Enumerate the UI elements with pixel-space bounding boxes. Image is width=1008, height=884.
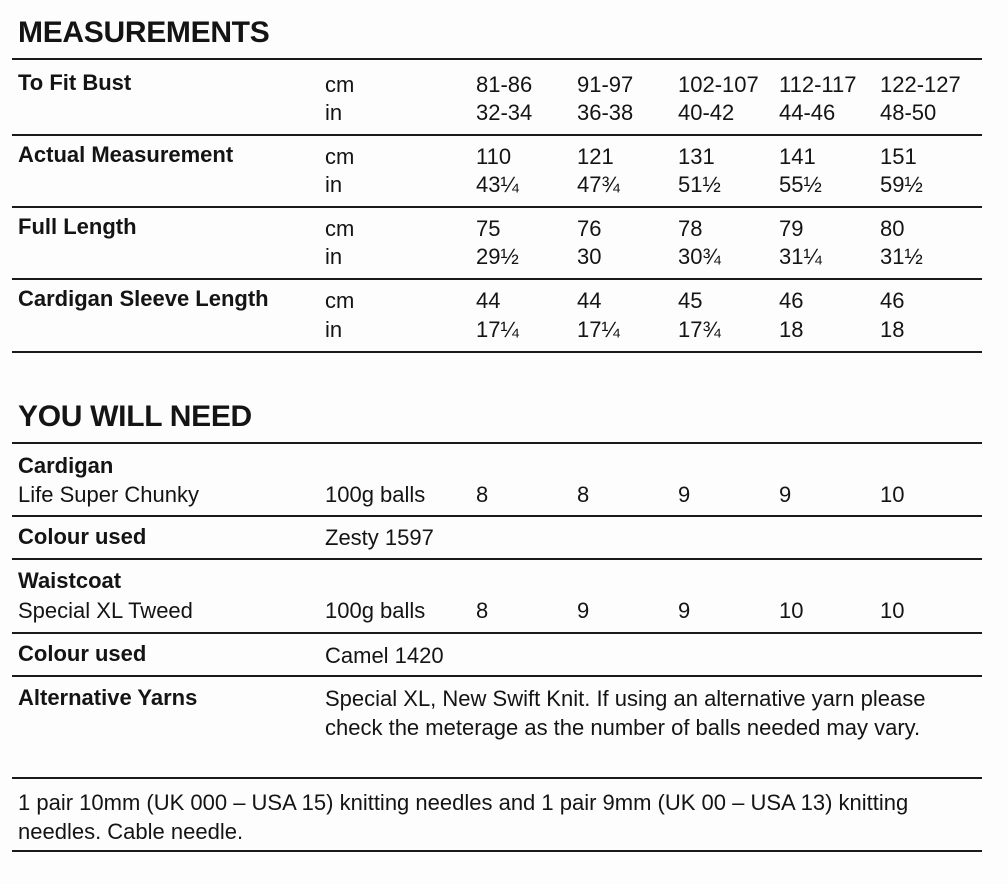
cardigan-heading: Cardigan (18, 453, 114, 478)
bust-cm-size-3: 102-107 (678, 72, 759, 97)
sleeve-in-size-5: 18 (880, 317, 905, 342)
actual-cm-size-2: 121 (577, 144, 614, 169)
divider (12, 206, 982, 208)
waistcoat-ball-unit: 100g balls (325, 598, 426, 623)
alternative-yarns-label: Alternative Yarns (18, 685, 198, 710)
bust-cm-size-5: 122-127 (880, 72, 961, 97)
waistcoat-balls-size-2: 9 (577, 598, 590, 623)
length-in-size-1: 29½ (476, 244, 519, 269)
divider (12, 58, 982, 60)
sleeve-cm-size-3: 45 (678, 288, 703, 313)
actual-cm-size-3: 131 (678, 144, 715, 169)
length-in-size-5: 31½ (880, 244, 923, 269)
divider (12, 515, 982, 517)
cardigan-balls-size-1: 8 (476, 482, 489, 507)
length-cm-size-5: 80 (880, 216, 905, 241)
length-cm-size-2: 76 (577, 216, 602, 241)
sleeve-cm-size-5: 46 (880, 288, 905, 313)
length-cm-size-3: 78 (678, 216, 703, 241)
divider (12, 278, 982, 280)
row-label-actual-measurement: Actual Measurement (18, 142, 234, 167)
sleeve-cm-size-4: 46 (779, 288, 804, 313)
bust-in-size-5: 48-50 (880, 100, 937, 125)
bust-in-size-3: 40-42 (678, 100, 735, 125)
divider (12, 558, 982, 560)
actual-cm-size-4: 141 (779, 144, 816, 169)
waistcoat-balls-size-4: 10 (779, 598, 804, 623)
bust-in-size-1: 32-34 (476, 100, 533, 125)
cardigan-balls-size-3: 9 (678, 482, 691, 507)
length-cm-size-4: 79 (779, 216, 804, 241)
waistcoat-balls-size-3: 9 (678, 598, 691, 623)
unit-in: in (325, 244, 343, 269)
bust-in-size-2: 36-38 (577, 100, 634, 125)
length-cm-size-1: 75 (476, 216, 501, 241)
actual-in-size-4: 55½ (779, 172, 822, 197)
actual-cm-size-1: 110 (476, 144, 512, 169)
unit-cm: cm (325, 144, 355, 169)
needles-text: 1 pair 10mm (UK 000 – USA 15) knitting needles and 1 pair 9mm (UK 00 – USA 13) knitting needles. Cable needle. (18, 790, 909, 844)
cardigan-yarn: Life Super Chunky (18, 482, 199, 507)
actual-in-size-2: 47¾ (577, 172, 620, 197)
unit-in: in (325, 172, 343, 197)
actual-cm-size-5: 151 (880, 144, 917, 169)
unit-cm: cm (325, 288, 355, 313)
unit-in: in (325, 100, 343, 125)
unit-in: in (325, 317, 343, 342)
cardigan-ball-unit: 100g balls (325, 482, 426, 507)
length-in-size-4: 31¼ (779, 244, 822, 269)
waistcoat-colour-value: Camel 1420 (325, 643, 444, 668)
cardigan-colour-label: Colour used (18, 524, 147, 549)
sleeve-in-size-3: 17¾ (678, 317, 721, 342)
alternative-yarns-text: Special XL, New Swift Knit. If using an alternative yarn please check the meterage as the number of balls needed may vary. (325, 686, 926, 740)
sleeve-in-size-4: 18 (779, 317, 804, 342)
actual-in-size-1: 43¼ (476, 172, 519, 197)
waistcoat-yarn: Special XL Tweed (18, 598, 193, 623)
bust-cm-size-1: 81-86 (476, 72, 533, 97)
unit-cm: cm (325, 216, 355, 241)
divider (12, 850, 982, 852)
length-in-size-3: 30¾ (678, 244, 721, 269)
waistcoat-balls-size-1: 8 (476, 598, 489, 623)
actual-in-size-3: 51½ (678, 172, 721, 197)
divider (12, 134, 982, 136)
row-label-full-length: Full Length (18, 214, 137, 239)
cardigan-balls-size-4: 9 (779, 482, 792, 507)
unit-cm: cm (325, 72, 355, 97)
measurements-heading: MEASUREMENTS (18, 16, 270, 49)
waistcoat-colour-label: Colour used (18, 641, 147, 666)
waistcoat-balls-size-5: 10 (880, 598, 905, 623)
bust-cm-size-2: 91-97 (577, 72, 634, 97)
sleeve-cm-size-2: 44 (577, 288, 602, 313)
divider (12, 442, 982, 444)
you-will-need-heading: YOU WILL NEED (18, 400, 252, 433)
waistcoat-heading: Waistcoat (18, 568, 122, 593)
row-label-sleeve-length: Cardigan Sleeve Length (18, 286, 269, 311)
sleeve-in-size-2: 17¼ (577, 317, 620, 342)
sleeve-in-size-1: 17¼ (476, 317, 519, 342)
length-in-size-2: 30 (577, 244, 602, 269)
divider (12, 777, 982, 779)
cardigan-colour-value: Zesty 1597 (325, 525, 434, 550)
divider (12, 632, 982, 634)
actual-in-size-5: 59½ (880, 172, 923, 197)
divider (12, 351, 982, 353)
sleeve-cm-size-1: 44 (476, 288, 501, 313)
divider (12, 675, 982, 677)
row-label-to-fit-bust: To Fit Bust (18, 70, 132, 95)
bust-cm-size-4: 112-117 (779, 72, 857, 97)
bust-in-size-4: 44-46 (779, 100, 836, 125)
cardigan-balls-size-2: 8 (577, 482, 590, 507)
cardigan-balls-size-5: 10 (880, 482, 905, 507)
